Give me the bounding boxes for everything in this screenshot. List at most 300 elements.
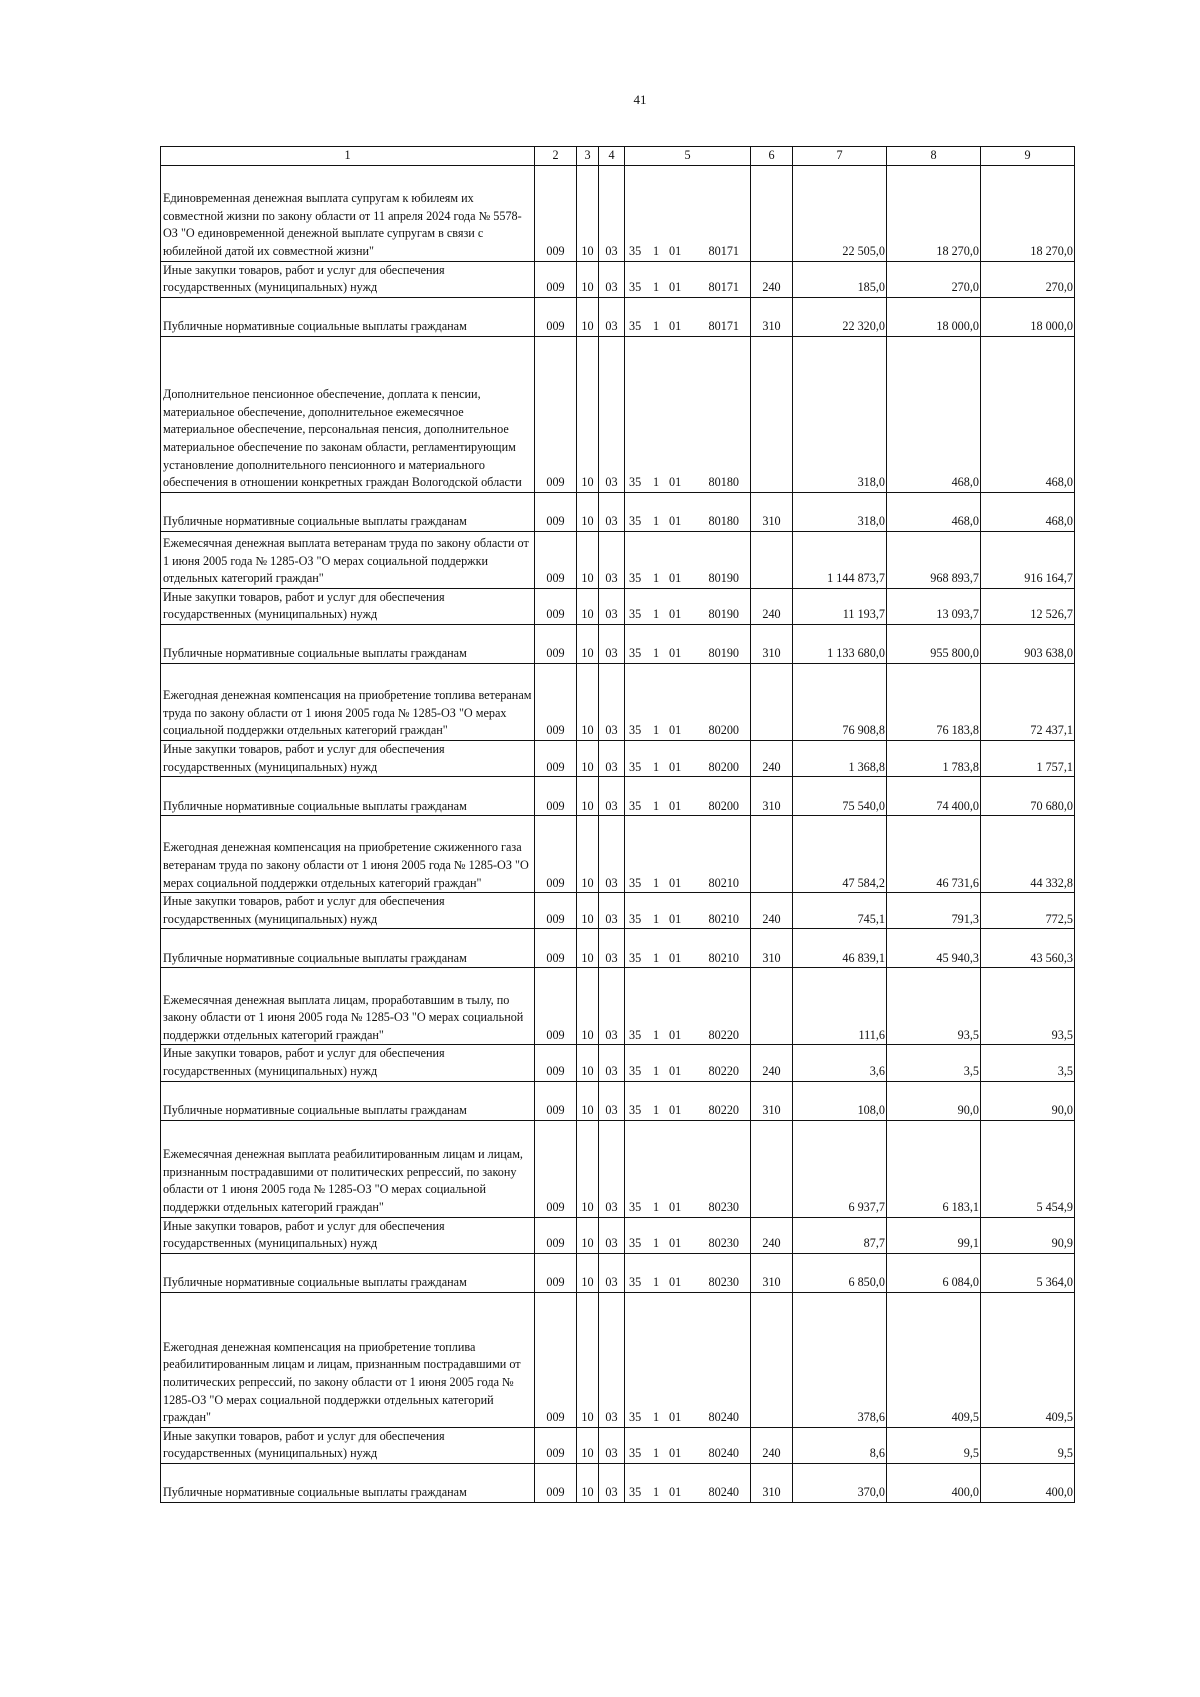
row-name: Иные закупки товаров, работ и услуг для обеспечения государственных (муниципальных) нужд — [161, 261, 535, 297]
expense-type: 310 — [751, 492, 793, 531]
target-article — [625, 1253, 751, 1292]
target-direction: 80171 — [708, 244, 739, 258]
admin-code: 009 — [535, 1081, 577, 1120]
amount-col-7: 111,6 — [793, 968, 887, 1045]
row-name: Иные закупки товаров, работ и услуг для обеспечения государственных (муниципальных) нужд — [161, 740, 535, 776]
target-subprogram: 1 — [653, 723, 660, 738]
column-header: 7 — [793, 147, 887, 166]
subsection-code: 03 — [599, 1081, 625, 1120]
target-article — [625, 1292, 751, 1427]
target-program: 35 — [629, 723, 642, 738]
row-name: Иные закупки товаров, работ и услуг для обеспечения государственных (муниципальных) нужд — [161, 588, 535, 624]
amount-col-9: 270,0 — [981, 261, 1075, 297]
amount-col-7: 75 540,0 — [793, 777, 887, 816]
table-row — [161, 261, 1075, 297]
target-article — [625, 740, 751, 776]
expense-type — [751, 531, 793, 588]
section-code: 10 — [577, 968, 599, 1045]
amount-col-7: 108,0 — [793, 1081, 887, 1120]
target-article — [625, 1217, 751, 1253]
amount-col-7: 1 144 873,7 — [793, 531, 887, 588]
row-name: Иные закупки товаров, работ и услуг для обеспечения государственных (муниципальных) нужд — [161, 893, 535, 929]
expense-type: 240 — [751, 588, 793, 624]
target-article — [625, 777, 751, 816]
row-name: Публичные нормативные социальные выплаты гражданам — [161, 1253, 535, 1292]
target-main-activity: 01 — [669, 759, 682, 774]
subsection-code: 03 — [599, 1427, 625, 1463]
row-name: Ежегодная денежная компенсация на приобретение сжиженного газа ветеранам труда по закону области от 1 июня 2005 года № 1285-ОЗ "О мерах социальной поддержки отдельных категорий граждан" — [161, 816, 535, 893]
target-article — [625, 165, 751, 261]
admin-code: 009 — [535, 740, 577, 776]
target-program: 35 — [629, 475, 642, 490]
target-direction: 80210 — [708, 911, 739, 926]
target-subprogram: 1 — [653, 1410, 660, 1425]
expense-type — [751, 336, 793, 492]
target-program: 35 — [629, 950, 642, 965]
section-code: 10 — [577, 816, 599, 893]
expense-type: 240 — [751, 1427, 793, 1463]
amount-col-7: 6 937,7 — [793, 1120, 887, 1217]
section-code: 10 — [577, 1045, 599, 1081]
amount-col-8: 6 183,1 — [887, 1120, 981, 1217]
subsection-code: 03 — [599, 165, 625, 261]
target-subprogram: 1 — [653, 950, 660, 965]
amount-col-7: 318,0 — [793, 336, 887, 492]
amount-col-7: 318,0 — [793, 492, 887, 531]
target-article — [625, 336, 751, 492]
target-subprogram: 1 — [653, 319, 660, 334]
expense-type: 310 — [751, 1463, 793, 1502]
table-row — [161, 624, 1075, 663]
row-name: Публичные нормативные социальные выплаты гражданам — [161, 1463, 535, 1502]
target-article — [625, 588, 751, 624]
subsection-code: 03 — [599, 1120, 625, 1217]
target-main-activity: 01 — [669, 1485, 682, 1500]
target-article — [625, 816, 751, 893]
amount-col-9: 93,5 — [981, 968, 1075, 1045]
section-code: 10 — [577, 929, 599, 968]
table-row — [161, 588, 1075, 624]
row-name: Иные закупки товаров, работ и услуг для обеспечения государственных (муниципальных) нужд — [161, 1217, 535, 1253]
target-direction: 80240 — [708, 1446, 739, 1461]
target-direction: 80230 — [708, 1275, 739, 1290]
section-code: 10 — [577, 740, 599, 776]
target-article — [625, 531, 751, 588]
admin-code: 009 — [535, 1427, 577, 1463]
target-article — [625, 1045, 751, 1081]
target-program: 35 — [629, 1199, 642, 1214]
amount-col-9: 44 332,8 — [981, 816, 1075, 893]
admin-code: 009 — [535, 492, 577, 531]
target-subprogram: 1 — [653, 1063, 660, 1078]
expense-type: 310 — [751, 777, 793, 816]
amount-col-9: 1 757,1 — [981, 740, 1075, 776]
table-row — [161, 1463, 1075, 1502]
admin-code: 009 — [535, 624, 577, 663]
amount-col-9: 18 000,0 — [981, 297, 1075, 336]
target-main-activity: 01 — [669, 475, 682, 490]
target-subprogram: 1 — [653, 1275, 660, 1290]
section-code: 10 — [577, 588, 599, 624]
target-direction: 80210 — [708, 950, 739, 965]
amount-col-7: 1 368,8 — [793, 740, 887, 776]
target-subprogram: 1 — [653, 280, 660, 295]
target-direction: 80240 — [708, 1485, 739, 1500]
table-row — [161, 929, 1075, 968]
row-name: Публичные нормативные социальные выплаты гражданам — [161, 492, 535, 531]
amount-col-8: 1 783,8 — [887, 740, 981, 776]
admin-code: 009 — [535, 1292, 577, 1427]
target-article — [625, 663, 751, 740]
admin-code: 009 — [535, 336, 577, 492]
amount-col-9: 903 638,0 — [981, 624, 1075, 663]
amount-col-7: 76 908,8 — [793, 663, 887, 740]
target-direction: 80210 — [708, 875, 739, 890]
expense-type: 240 — [751, 740, 793, 776]
target-article — [625, 1120, 751, 1217]
amount-col-7: 47 584,2 — [793, 816, 887, 893]
column-header: 1 — [161, 147, 535, 166]
target-program: 35 — [629, 1485, 642, 1500]
target-program: 35 — [629, 911, 642, 926]
admin-code: 009 — [535, 968, 577, 1045]
admin-code: 009 — [535, 777, 577, 816]
target-direction: 80190 — [708, 646, 739, 661]
row-name: Публичные нормативные социальные выплаты гражданам — [161, 777, 535, 816]
admin-code: 009 — [535, 929, 577, 968]
target-subprogram: 1 — [653, 244, 660, 258]
amount-col-8: 74 400,0 — [887, 777, 981, 816]
table-row — [161, 968, 1075, 1045]
amount-col-9: 772,5 — [981, 893, 1075, 929]
target-direction: 80171 — [708, 280, 739, 295]
amount-col-7: 370,0 — [793, 1463, 887, 1502]
target-subprogram: 1 — [653, 646, 660, 661]
target-subprogram: 1 — [653, 1027, 660, 1042]
target-main-activity: 01 — [669, 1063, 682, 1078]
subsection-code: 03 — [599, 777, 625, 816]
expense-type — [751, 816, 793, 893]
section-code: 10 — [577, 1253, 599, 1292]
target-main-activity: 01 — [669, 607, 682, 622]
admin-code: 009 — [535, 297, 577, 336]
admin-code: 009 — [535, 1120, 577, 1217]
expense-type — [751, 1292, 793, 1427]
target-main-activity: 01 — [669, 1446, 682, 1461]
amount-col-8: 468,0 — [887, 492, 981, 531]
section-code: 10 — [577, 492, 599, 531]
column-header: 2 — [535, 147, 577, 166]
target-subprogram: 1 — [653, 1485, 660, 1500]
amount-col-8: 3,5 — [887, 1045, 981, 1081]
admin-code: 009 — [535, 1217, 577, 1253]
amount-col-7: 1 133 680,0 — [793, 624, 887, 663]
section-code: 10 — [577, 624, 599, 663]
subsection-code: 03 — [599, 740, 625, 776]
row-name: Публичные нормативные социальные выплаты гражданам — [161, 929, 535, 968]
target-program: 35 — [629, 1236, 642, 1251]
target-direction: 80180 — [708, 514, 739, 529]
target-direction: 80190 — [708, 607, 739, 622]
expense-type: 310 — [751, 929, 793, 968]
amount-col-9: 90,0 — [981, 1081, 1075, 1120]
target-program: 35 — [629, 1410, 642, 1425]
amount-col-8: 18 270,0 — [887, 165, 981, 261]
target-main-activity: 01 — [669, 1275, 682, 1290]
subsection-code: 03 — [599, 297, 625, 336]
target-program: 35 — [629, 319, 642, 334]
admin-code: 009 — [535, 261, 577, 297]
target-subprogram: 1 — [653, 607, 660, 622]
amount-col-8: 46 731,6 — [887, 816, 981, 893]
section-code: 10 — [577, 1217, 599, 1253]
expense-type: 240 — [751, 1045, 793, 1081]
subsection-code: 03 — [599, 893, 625, 929]
amount-col-8: 468,0 — [887, 336, 981, 492]
table-row — [161, 1427, 1075, 1463]
amount-col-8: 13 093,7 — [887, 588, 981, 624]
target-direction: 80180 — [708, 475, 739, 490]
target-main-activity: 01 — [669, 1027, 682, 1042]
admin-code: 009 — [535, 588, 577, 624]
admin-code: 009 — [535, 663, 577, 740]
subsection-code: 03 — [599, 1253, 625, 1292]
target-direction: 80200 — [708, 759, 739, 774]
amount-col-9: 9,5 — [981, 1427, 1075, 1463]
section-code: 10 — [577, 1463, 599, 1502]
target-program: 35 — [629, 759, 642, 774]
target-main-activity: 01 — [669, 646, 682, 661]
target-program: 35 — [629, 514, 642, 529]
subsection-code: 03 — [599, 1463, 625, 1502]
row-name: Ежемесячная денежная выплата реабилитированным лицам и лицам, признанным пострадавшими от политических репрессий, по закону области от 1 июня 2005 года № 1285-ОЗ "О мерах социальной поддержки отдельных категорий граждан" — [161, 1120, 535, 1217]
table-row — [161, 777, 1075, 816]
target-main-activity: 01 — [669, 244, 682, 258]
section-code: 10 — [577, 261, 599, 297]
amount-col-9: 468,0 — [981, 336, 1075, 492]
target-main-activity: 01 — [669, 319, 682, 334]
target-article — [625, 1463, 751, 1502]
row-name: Ежемесячная денежная выплата ветеранам труда по закону области от 1 июня 2005 года № 1285-ОЗ "О мерах социальной поддержки отдельных категорий граждан" — [161, 531, 535, 588]
expense-type — [751, 663, 793, 740]
target-main-activity: 01 — [669, 1410, 682, 1425]
subsection-code: 03 — [599, 261, 625, 297]
amount-col-9: 468,0 — [981, 492, 1075, 531]
amount-col-8: 409,5 — [887, 1292, 981, 1427]
amount-col-9: 5 364,0 — [981, 1253, 1075, 1292]
target-program: 35 — [629, 607, 642, 622]
target-subprogram: 1 — [653, 1446, 660, 1461]
target-direction: 80190 — [708, 571, 739, 586]
amount-col-7: 22 320,0 — [793, 297, 887, 336]
amount-col-9: 18 270,0 — [981, 165, 1075, 261]
amount-col-8: 6 084,0 — [887, 1253, 981, 1292]
subsection-code: 03 — [599, 588, 625, 624]
target-article — [625, 1427, 751, 1463]
amount-col-8: 968 893,7 — [887, 531, 981, 588]
target-subprogram: 1 — [653, 1102, 660, 1117]
target-subprogram: 1 — [653, 571, 660, 586]
admin-code: 009 — [535, 1463, 577, 1502]
target-direction: 80220 — [708, 1027, 739, 1042]
target-program: 35 — [629, 646, 642, 661]
target-subprogram: 1 — [653, 759, 660, 774]
table-row — [161, 165, 1075, 261]
target-direction: 80220 — [708, 1102, 739, 1117]
target-program: 35 — [629, 571, 642, 586]
table-row — [161, 740, 1075, 776]
target-program: 35 — [629, 1446, 642, 1461]
target-main-activity: 01 — [669, 723, 682, 738]
target-subprogram: 1 — [653, 1199, 660, 1214]
target-subprogram: 1 — [653, 514, 660, 529]
amount-col-8: 18 000,0 — [887, 297, 981, 336]
admin-code: 009 — [535, 531, 577, 588]
row-name: Ежемесячная денежная выплата лицам, проработавшим в тылу, по закону области от 1 июня 2005 года № 1285-ОЗ "О мерах социальной поддержки отдельных категорий граждан" — [161, 968, 535, 1045]
admin-code: 009 — [535, 165, 577, 261]
target-main-activity: 01 — [669, 798, 682, 813]
row-name: Публичные нормативные социальные выплаты гражданам — [161, 1081, 535, 1120]
section-code: 10 — [577, 663, 599, 740]
section-code: 10 — [577, 165, 599, 261]
admin-code: 009 — [535, 893, 577, 929]
amount-col-7: 8,6 — [793, 1427, 887, 1463]
column-header: 8 — [887, 147, 981, 166]
target-direction: 80200 — [708, 723, 739, 738]
subsection-code: 03 — [599, 929, 625, 968]
amount-col-8: 76 183,8 — [887, 663, 981, 740]
target-main-activity: 01 — [669, 875, 682, 890]
amount-col-8: 400,0 — [887, 1463, 981, 1502]
target-article — [625, 1081, 751, 1120]
table-row — [161, 893, 1075, 929]
subsection-code: 03 — [599, 1292, 625, 1427]
section-code: 10 — [577, 1427, 599, 1463]
target-direction: 80240 — [708, 1410, 739, 1425]
amount-col-8: 270,0 — [887, 261, 981, 297]
expense-type: 240 — [751, 261, 793, 297]
target-article — [625, 929, 751, 968]
target-program: 35 — [629, 875, 642, 890]
target-main-activity: 01 — [669, 514, 682, 529]
target-main-activity: 01 — [669, 950, 682, 965]
amount-col-9: 43 560,3 — [981, 929, 1075, 968]
table-row — [161, 297, 1075, 336]
expense-type: 310 — [751, 1081, 793, 1120]
row-name: Дополнительное пенсионное обеспечение, доплата к пенсии, материальное обеспечение, дополнительное ежемесячное материальное обеспечение, персональная пенсия, дополнительное материальное обеспечение по законам области, регламентирующим установление дополнительного пенсионного и материального обеспечения в отношении конкретных граждан Вологодской области — [161, 336, 535, 492]
subsection-code: 03 — [599, 1045, 625, 1081]
table-body — [161, 147, 1075, 1503]
amount-col-9: 70 680,0 — [981, 777, 1075, 816]
target-program: 35 — [629, 244, 642, 258]
column-header: 4 — [599, 147, 625, 166]
amount-col-7: 745,1 — [793, 893, 887, 929]
column-header: 9 — [981, 147, 1075, 166]
row-name: Ежегодная денежная компенсация на приобретение топлива реабилитированным лицам и лицам, признанным пострадавшими от политических репрессий, по закону области от 1 июня 2005 года № 1285-ОЗ "О мерах социальной поддержки отдельных категорий граждан" — [161, 1292, 535, 1427]
expense-type: 310 — [751, 1253, 793, 1292]
row-name: Единовременная денежная выплата супругам к юбилеям их совместной жизни по закону области от 11 апреля 2024 года № 5578-ОЗ "О единовременной денежной выплате супругам в связи с юбилейной датой их совместной жизни" — [161, 165, 535, 261]
amount-col-9: 3,5 — [981, 1045, 1075, 1081]
admin-code: 009 — [535, 1045, 577, 1081]
amount-col-9: 72 437,1 — [981, 663, 1075, 740]
amount-col-7: 11 193,7 — [793, 588, 887, 624]
amount-col-7: 6 850,0 — [793, 1253, 887, 1292]
target-main-activity: 01 — [669, 1199, 682, 1214]
expense-type: 240 — [751, 893, 793, 929]
target-article — [625, 968, 751, 1045]
target-subprogram: 1 — [653, 798, 660, 813]
amount-col-8: 955 800,0 — [887, 624, 981, 663]
admin-code: 009 — [535, 1253, 577, 1292]
amount-col-7: 378,6 — [793, 1292, 887, 1427]
target-article — [625, 492, 751, 531]
section-code: 10 — [577, 531, 599, 588]
subsection-code: 03 — [599, 336, 625, 492]
amount-col-8: 93,5 — [887, 968, 981, 1045]
amount-col-8: 45 940,3 — [887, 929, 981, 968]
amount-col-7: 185,0 — [793, 261, 887, 297]
amount-col-8: 9,5 — [887, 1427, 981, 1463]
amount-col-7: 87,7 — [793, 1217, 887, 1253]
target-direction: 80230 — [708, 1199, 739, 1214]
section-code: 10 — [577, 893, 599, 929]
target-direction: 80230 — [708, 1236, 739, 1251]
target-direction: 80200 — [708, 798, 739, 813]
table-row — [161, 663, 1075, 740]
target-subprogram: 1 — [653, 1236, 660, 1251]
section-code: 10 — [577, 1292, 599, 1427]
section-code: 10 — [577, 1081, 599, 1120]
target-direction: 80220 — [708, 1063, 739, 1078]
expense-type: 310 — [751, 297, 793, 336]
subsection-code: 03 — [599, 816, 625, 893]
subsection-code: 03 — [599, 531, 625, 588]
amount-col-9: 90,9 — [981, 1217, 1075, 1253]
section-code: 10 — [577, 777, 599, 816]
target-subprogram: 1 — [653, 875, 660, 890]
target-program: 35 — [629, 1063, 642, 1078]
expense-type: 240 — [751, 1217, 793, 1253]
amount-col-7: 22 505,0 — [793, 165, 887, 261]
amount-col-8: 99,1 — [887, 1217, 981, 1253]
table-row — [161, 1292, 1075, 1427]
section-code: 10 — [577, 297, 599, 336]
table-row — [161, 1253, 1075, 1292]
row-name: Ежегодная денежная компенсация на приобретение топлива ветеранам труда по закону области от 1 июня 2005 года № 1285-ОЗ "О мерах социальной поддержки отдельных категорий граждан" — [161, 663, 535, 740]
table-row — [161, 1081, 1075, 1120]
expense-type — [751, 165, 793, 261]
row-name: Иные закупки товаров, работ и услуг для обеспечения государственных (муниципальных) нужд — [161, 1427, 535, 1463]
table-row — [161, 1120, 1075, 1217]
amount-col-8: 791,3 — [887, 893, 981, 929]
table-row — [161, 492, 1075, 531]
target-subprogram: 1 — [653, 911, 660, 926]
table-row — [161, 531, 1075, 588]
target-program: 35 — [629, 1102, 642, 1117]
target-program: 35 — [629, 798, 642, 813]
amount-col-9: 916 164,7 — [981, 531, 1075, 588]
row-name: Публичные нормативные социальные выплаты гражданам — [161, 297, 535, 336]
table-row — [161, 1217, 1075, 1253]
subsection-code: 03 — [599, 968, 625, 1045]
row-name: Публичные нормативные социальные выплаты гражданам — [161, 624, 535, 663]
amount-col-9: 12 526,7 — [981, 588, 1075, 624]
subsection-code: 03 — [599, 624, 625, 663]
target-article — [625, 261, 751, 297]
expense-type — [751, 1120, 793, 1217]
amount-col-8: 90,0 — [887, 1081, 981, 1120]
target-subprogram: 1 — [653, 475, 660, 490]
